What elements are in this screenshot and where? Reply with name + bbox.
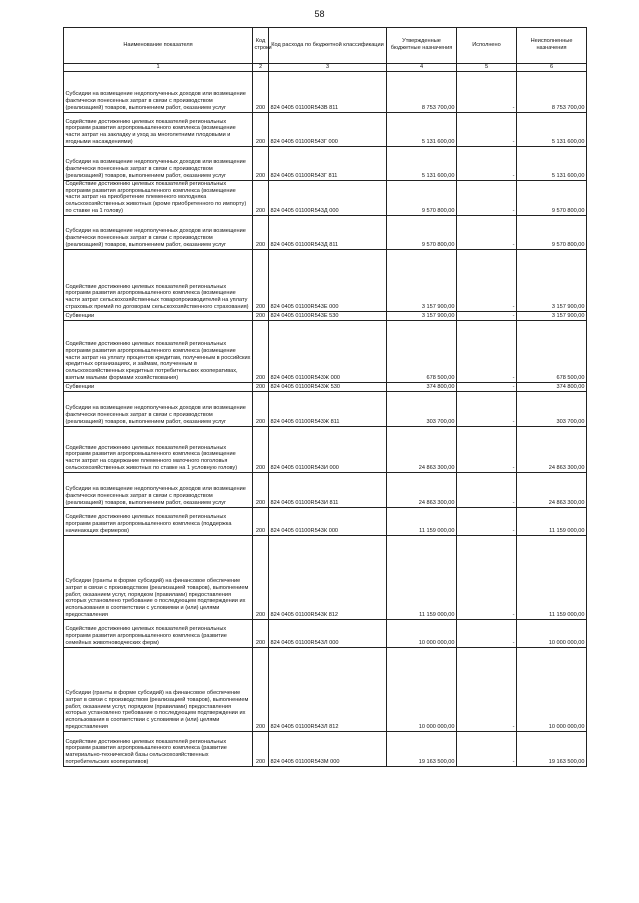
row-approved-amount: 24 863 300,00 (387, 473, 457, 508)
row-budget-code: 824 0405 01100R543К 812 (269, 536, 387, 620)
header-row (64, 28, 587, 64)
row-approved-amount: 24 863 300,00 (387, 427, 457, 473)
row-budget-code: 824 0405 01100R543Ж 530 (269, 383, 387, 392)
row-executed-amount: - (457, 181, 517, 216)
row-unexecuted-amount: 11 159 000,00 (517, 508, 587, 536)
row-line-code: 200 (253, 113, 269, 147)
row-budget-code: 824 0405 01100R543К 000 (269, 508, 387, 536)
row-name: Содействие достижению целевых показателей региональных программ развития агропромышленного комплекса (развитие семейных животноводческих ферм) (64, 620, 253, 648)
header-budget-code: Код расхода по бюджетной классификации (269, 28, 387, 64)
header-approved: Утвержденные бюджетные назначения (387, 28, 457, 64)
table-row (64, 72, 587, 113)
row-approved-amount: 8 753 700,00 (387, 72, 457, 113)
row-executed-amount: - (457, 147, 517, 181)
row-executed-amount: - (457, 250, 517, 312)
row-budget-code: 824 0405 01100R543Е 530 (269, 312, 387, 321)
row-name: Содействие достижению целевых показателей региональных программ развития агропромышленного комплекса (возмещение части затрат на приобретение племенного молодняка сельскохозяйственных животных (кроме приобретенного по импорту) по ставке на 1 голову) (64, 181, 253, 216)
row-line-code: 200 (253, 427, 269, 473)
column-number: 2 (253, 63, 269, 72)
row-unexecuted-amount: 9 570 800,00 (517, 181, 587, 216)
row-executed-amount: - (457, 216, 517, 250)
column-number: 4 (387, 63, 457, 72)
row-budget-code: 824 0405 01100R543Г 000 (269, 113, 387, 147)
row-name: Субвенции (64, 312, 253, 321)
table-row (64, 508, 587, 536)
row-line-code: 200 (253, 181, 269, 216)
table-row (64, 473, 587, 508)
row-executed-amount: - (457, 732, 517, 767)
row-budget-code: 824 0405 01100R543Д 000 (269, 181, 387, 216)
row-unexecuted-amount: 10 000 000,00 (517, 620, 587, 648)
row-name: Содействие достижению целевых показателей региональных программ развития агропромышленного комплекса (возмещение части затрат на уплату процентов кредитам, полученным в российских кредитных организациях, и займам, полученным в сельскохозяйственных кредитных потребительских кооперативах, взятым малыми формами хозяйствования) (64, 321, 253, 383)
row-approved-amount: 3 157 900,00 (387, 250, 457, 312)
row-unexecuted-amount: 3 157 900,00 (517, 250, 587, 312)
row-budget-code: 824 0405 01100R543Ж 811 (269, 392, 387, 427)
row-unexecuted-amount: 19 163 500,00 (517, 732, 587, 767)
row-budget-code: 824 0405 01100R543И 000 (269, 427, 387, 473)
row-budget-code: 824 0405 01100R543Ж 000 (269, 321, 387, 383)
column-number: 1 (64, 63, 253, 72)
table-row (64, 312, 587, 321)
row-name: Субвенции (64, 383, 253, 392)
row-executed-amount: - (457, 321, 517, 383)
row-name: Содействие достижению целевых показателей региональных программ развития агропромышленного комплекса (возмещение части затрат на закладку и уход за многолетними плодовыми и ягодными насаждениями) (64, 113, 253, 147)
header-unexecuted: Неисполненные назначения (517, 28, 587, 64)
row-unexecuted-amount: 24 863 300,00 (517, 473, 587, 508)
row-line-code: 200 (253, 508, 269, 536)
row-executed-amount: - (457, 113, 517, 147)
row-name: Субсидии (гранты в форме субсидий) на финансовое обеспечение затрат в связи с производством (реализацией товаров), выполнением работ, оказанием услуг, порядком (правилами) предоставления которых установлено требование о последующем подтверждении их использования в соответствии с условиями и (или) целями предоставления (64, 648, 253, 732)
row-approved-amount: 5 131 600,00 (387, 147, 457, 181)
row-line-code: 200 (253, 648, 269, 732)
row-approved-amount: 10 000 000,00 (387, 620, 457, 648)
table-body (64, 72, 587, 767)
row-unexecuted-amount: 678 500,00 (517, 321, 587, 383)
row-approved-amount: 9 570 800,00 (387, 181, 457, 216)
header-name: Наименование показателя (64, 28, 253, 64)
row-budget-code: 824 0405 01100R543Л 000 (269, 620, 387, 648)
page-number: 58 (314, 9, 325, 19)
table-row (64, 216, 587, 250)
row-line-code: 200 (253, 321, 269, 383)
row-name: Субсидии (гранты в форме субсидий) на финансовое обеспечение затрат в связи с производством (реализацией товаров), выполнением работ, оказанием услуг, порядком (правилами) предоставления которых установлено требование о последующем подтверждении их использования в соответствии с условиями и (или) целями предоставления (64, 536, 253, 620)
header-executed: Исполнено (457, 28, 517, 64)
header-line-code: Код строки (253, 28, 269, 64)
row-executed-amount: - (457, 536, 517, 620)
row-approved-amount: 19 163 500,00 (387, 732, 457, 767)
table-row (64, 620, 587, 648)
row-line-code: 200 (253, 147, 269, 181)
row-executed-amount: - (457, 312, 517, 321)
table-row (64, 113, 587, 147)
row-approved-amount: 303 700,00 (387, 392, 457, 427)
row-name: Содействие достижению целевых показателей региональных программ развития агропромышленного комплекса (возмещение части затрат сельскохозяйственных товаропроизводителей на уплату страховых премий по договорам сельскохозяйственного страхования) (64, 250, 253, 312)
table-row (64, 732, 587, 767)
row-budget-code: 824 0405 01100R543Г 811 (269, 147, 387, 181)
row-line-code: 200 (253, 72, 269, 113)
table-row (64, 181, 587, 216)
row-name: Содействие достижению целевых показателей региональных программ развития агропромышленного комплекса (развитие материально-технической базы сельскохозяйственных потребительских кооперативов) (64, 732, 253, 767)
row-approved-amount: 9 570 800,00 (387, 216, 457, 250)
row-line-code: 200 (253, 250, 269, 312)
table-row (64, 427, 587, 473)
row-unexecuted-amount: 5 131 600,00 (517, 147, 587, 181)
row-unexecuted-amount: 9 570 800,00 (517, 216, 587, 250)
row-name: Субсидии на возмещение недополученных доходов или возмещение фактически понесенных затрат в связи с производством (реализацией) товаров, выполнением работ, оказанием услуг (64, 72, 253, 113)
row-approved-amount: 5 131 600,00 (387, 113, 457, 147)
table-row (64, 648, 587, 732)
row-line-code: 200 (253, 392, 269, 427)
table-row (64, 147, 587, 181)
column-number: 5 (457, 63, 517, 72)
row-name: Субсидии на возмещение недополученных доходов или возмещение фактически понесенных затрат в связи с производством (реализацией) товаров, выполнением работ, оказанием услуг (64, 216, 253, 250)
table-row (64, 250, 587, 312)
row-executed-amount: - (457, 72, 517, 113)
column-number: 3 (269, 63, 387, 72)
row-budget-code: 824 0405 01100R543М 000 (269, 732, 387, 767)
row-executed-amount: - (457, 427, 517, 473)
row-budget-code: 824 0405 01100R543Л 812 (269, 648, 387, 732)
row-unexecuted-amount: 5 131 600,00 (517, 113, 587, 147)
table-row (64, 321, 587, 383)
row-approved-amount: 678 500,00 (387, 321, 457, 383)
budget-execution-table (63, 27, 587, 767)
row-line-code: 200 (253, 312, 269, 321)
row-line-code: 200 (253, 620, 269, 648)
row-name: Субсидии на возмещение недополученных доходов или возмещение фактически понесенных затрат в связи с производством (реализацией) товаров, выполнением работ, оказанием услуг (64, 392, 253, 427)
column-number-row (64, 63, 587, 72)
row-line-code: 200 (253, 536, 269, 620)
row-budget-code: 824 0405 01100R543Е 000 (269, 250, 387, 312)
row-budget-code: 824 0405 01100R543В 811 (269, 72, 387, 113)
row-unexecuted-amount: 10 000 000,00 (517, 648, 587, 732)
row-unexecuted-amount: 11 159 000,00 (517, 536, 587, 620)
row-name: Содействие достижению целевых показателей региональных программ развития агропромышленного комплекса (возмещение части затрат на содержание племенного маточного поголовья сельскохозяйственных животных по ставке на 1 условную голову) (64, 427, 253, 473)
row-name: Субсидии на возмещение недополученных доходов или возмещение фактически понесенных затрат в связи с производством (реализацией) товаров, выполнением работ, оказанием услуг (64, 473, 253, 508)
row-unexecuted-amount: 3 157 900,00 (517, 312, 587, 321)
row-approved-amount: 11 159 000,00 (387, 508, 457, 536)
row-unexecuted-amount: 374 800,00 (517, 383, 587, 392)
table-row (64, 392, 587, 427)
row-executed-amount: - (457, 473, 517, 508)
row-executed-amount: - (457, 383, 517, 392)
row-line-code: 200 (253, 216, 269, 250)
row-executed-amount: - (457, 620, 517, 648)
row-name: Субсидии на возмещение недополученных доходов или возмещение фактически понесенных затрат в связи с производством (реализацией) товаров, выполнением работ, оказанием услуг (64, 147, 253, 181)
row-approved-amount: 11 159 000,00 (387, 536, 457, 620)
row-budget-code: 824 0405 01100R543Д 811 (269, 216, 387, 250)
row-unexecuted-amount: 303 700,00 (517, 392, 587, 427)
table-row (64, 536, 587, 620)
column-number: 6 (517, 63, 587, 72)
row-approved-amount: 3 157 900,00 (387, 312, 457, 321)
row-executed-amount: - (457, 392, 517, 427)
row-executed-amount: - (457, 508, 517, 536)
row-budget-code: 824 0405 01100R543И 811 (269, 473, 387, 508)
row-unexecuted-amount: 8 753 700,00 (517, 72, 587, 113)
table-row (64, 383, 587, 392)
row-name: Содействие достижению целевых показателей региональных программ развития агропромышленного комплекса (поддержка начинающих фермеров) (64, 508, 253, 536)
row-line-code: 200 (253, 473, 269, 508)
row-approved-amount: 10 000 000,00 (387, 648, 457, 732)
row-line-code: 200 (253, 383, 269, 392)
row-line-code: 200 (253, 732, 269, 767)
row-approved-amount: 374 800,00 (387, 383, 457, 392)
row-unexecuted-amount: 24 863 300,00 (517, 427, 587, 473)
row-executed-amount: - (457, 648, 517, 732)
